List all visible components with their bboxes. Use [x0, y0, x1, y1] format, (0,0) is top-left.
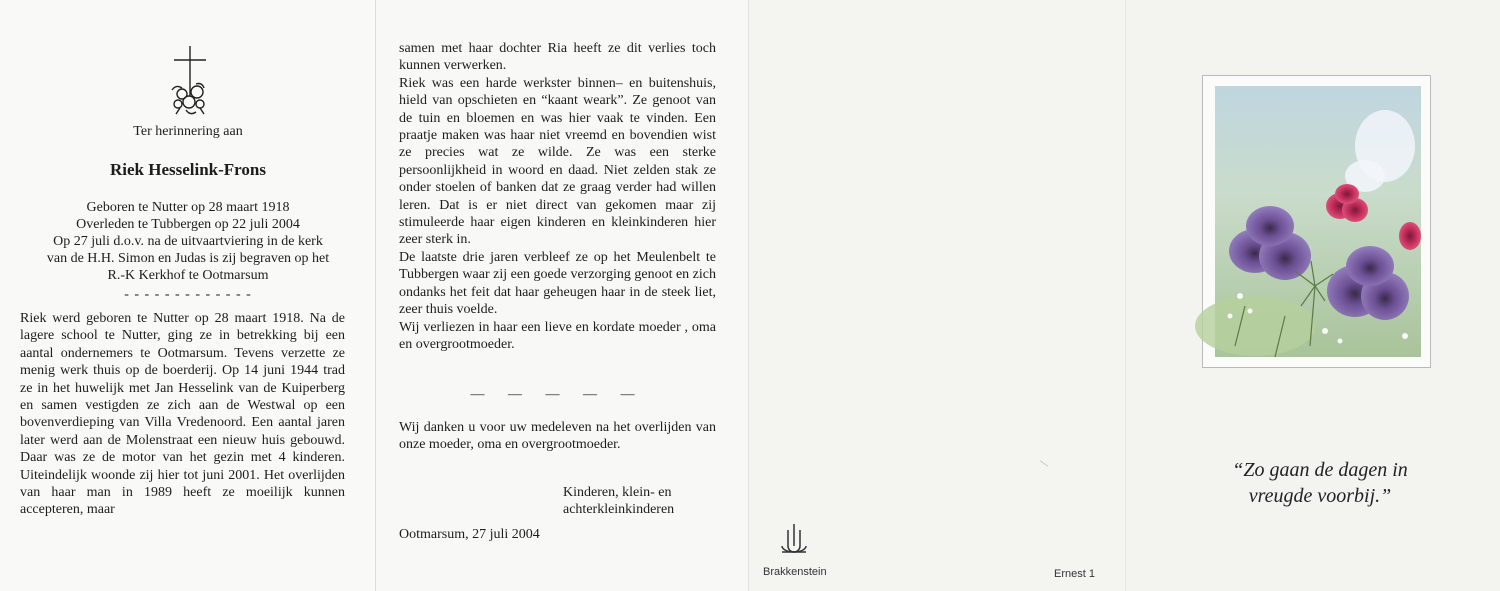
- life-facts: [0, 199, 376, 284]
- thanks-text: Wij danken u voor uw medeleven na het overlijden van onze moeder, oma en overgrootmoeder.: [399, 420, 716, 453]
- card-panel-middle: [376, 0, 748, 591]
- signoff-line: achterkleinkinderen: [563, 502, 675, 517]
- paragraph: samen met haar dochter Ria heeft ze dit verlies toch kunnen verwerken.: [399, 41, 716, 74]
- biography-continued: [399, 40, 716, 353]
- brakkenstein-logo-icon: [779, 522, 809, 556]
- signoff-line: Kinderen, klein- en: [563, 485, 672, 500]
- burial-fact-2: van de H.H. Simon en Judas is zij begraven op het: [46, 251, 330, 266]
- card-panel-left: [0, 0, 376, 591]
- card-panel-back: [748, 0, 1125, 591]
- signoff: [563, 484, 674, 518]
- dashed-divider: - - - - - - - - - - - - -: [124, 287, 252, 302]
- card-panel-front: [1054, 0, 1500, 591]
- place-date: Ootmarsum, 27 juli 2004: [399, 527, 540, 542]
- quote-text: [1186, 457, 1454, 509]
- quote-line: “Zo gaan de dagen in: [1232, 459, 1408, 481]
- paragraph: Riek was een harde werkster binnen– en buitenshuis, hield van opschieten en “kaant weark”. Ze genoot van de tuin en bloemen en was hier vaak te vinden. Een praatje maken was haar niet vreemd en bovendien wist ze precies wat ze wilde. Ze was een sterke persoonlijkheid in woord en daad. Niet zelden stak ze onder stoelen of banken dat ze graag verder had willen leren. Dat is er niet direct van gekomen maar zij stimuleerde haar eigen kinderen en kleinkinderen hier zeer sterk in.: [399, 75, 716, 248]
- intro-line: Ter herinnering aan: [133, 124, 243, 139]
- publisher-name: Brakkenstein: [763, 566, 827, 578]
- quote-line: vreugde voorbij.”: [1248, 485, 1392, 507]
- photo-frame: [1202, 75, 1431, 368]
- burial-fact-1: Op 27 juli d.o.v. na de uitvaartviering in de kerk: [53, 234, 323, 249]
- deceased-name: Riek Hesselink-Frons: [109, 160, 266, 179]
- paragraph: Wij verliezen in haar een lieve en kordate moeder , oma en overgrootmoeder.: [399, 319, 716, 352]
- cross-with-flowers-icon: [166, 44, 214, 118]
- paragraph: De laatste drie jaren verbleef ze op het Meulenbelt te Tubbergen waar zij een goede verzorging genoot en zich ondanks het feit dat haar geheugen haar in de steek liet, zeer thuis voelde.: [399, 249, 716, 318]
- pansy-photo: [1215, 86, 1421, 357]
- dash-separator: — — — — —: [470, 387, 645, 402]
- death-fact: Overleden te Tubbergen op 22 juli 2004: [76, 217, 300, 232]
- paper-mark: [1040, 460, 1049, 467]
- card-code: Ernest 1: [1054, 568, 1095, 580]
- burial-fact-3: R.-K Kerkhof te Ootmarsum: [107, 268, 269, 283]
- birth-fact: Geboren te Nutter op 28 maart 1918: [86, 200, 290, 215]
- biography-text: Riek werd geboren te Nutter op 28 maart 1918. Na de lagere school te Nutter, ging ze in betrekking bij een aantal ondernemers te Ootmarsum. Tevens verzette ze menig werk thuis op de boerderij. Op 14 juni 1944 trad ze in het huwelijk met Jan Hesselink van de Kuiperberg en samen vestigden ze zich aan de Westwal op een bovenverdieping van Villa Vredenoord. Een aantal jaren later werd aan de Molenstraat een nieuw huis gebouwd. Daar was ze de motor van het gezin met 4 kinderen. Uiteindelijk woonde zij hier tot juni 2001. Het overlijden van haar man in 1989 heeft ze moeilijk kunnen accepteren, maar: [20, 311, 345, 518]
